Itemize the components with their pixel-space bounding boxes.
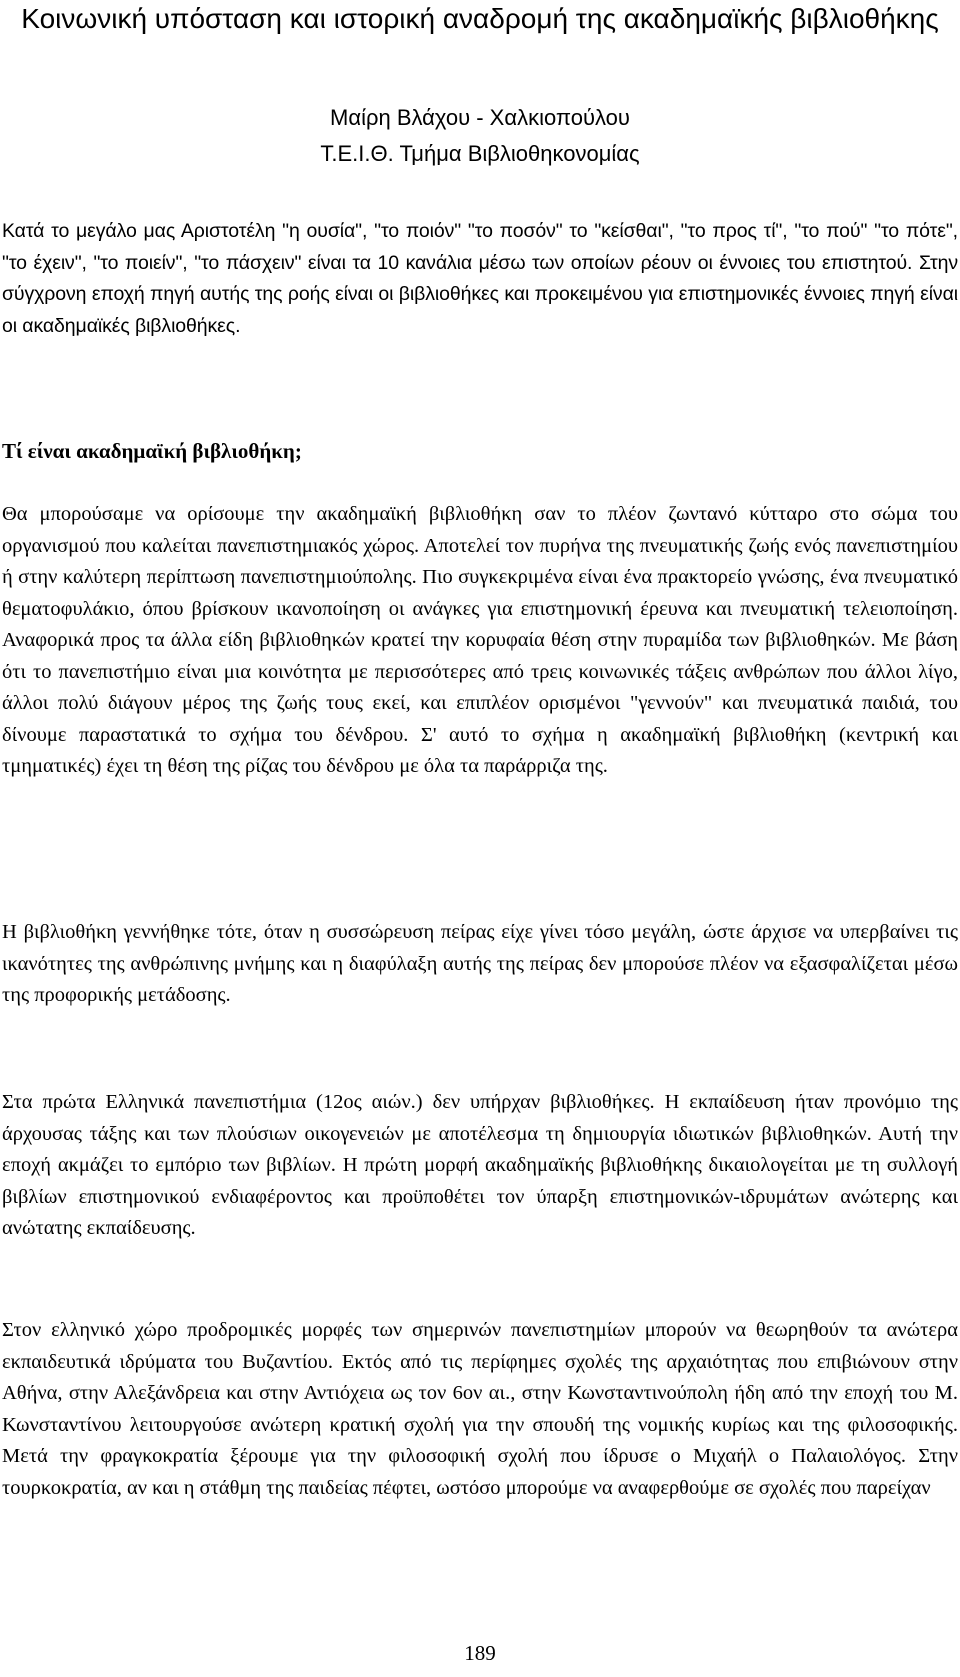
body-paragraph-2: Η βιβλιοθήκη γεννήθηκε τότε, όταν η συσσώρευση πείρας είχε γίνει τόσο μεγάλη, ώστε άρχισε να υπερβαίνει τις ικανότητες της ανθρώπινης μνήμης και η διαφύλαξη αυτής της πείρας δεν μπορούσε πλέον να εξασφαλίζεται μέσω της προφορικής μετάδοσης. <box>2 921 958 1006</box>
body-paragraph-1: Θα μπορούσαμε να ορίσουμε την ακαδημαϊκή βιβλιοθήκη σαν το πλέον ζωντανό κύτταρο στο σώμα του οργανισμού που καλείται πανεπιστημιακός χώρος. Αποτελεί τον πυρήνα της πνευματικής ζωής ενός πανεπιστημίου ή στην καλύτερη περίπτωση πανεπιστημιούπολης. Πιο συγκεκριμένα είναι ένα πρακτορείο γνώσης, ένα πνευματικό θεματοφυλάκιο, όπου βρίσκουν ικανοποίηση οι ανάγκες για επιστημονική έρευνα και πνευματική τελειοποίηση. Αναφορικά προς τα άλλα είδη βιβλιοθηκών κρατεί την κορυφαία θέση στην πυραμίδα των βιβλιοθηκών. Με βάση ότι το πανεπιστήμιο είναι μια κοινότητα με περισσότερες από τρεις κοινωνικές τάξεις ανθρώπων που άλλοι λίγο, άλλοι πολύ διάγουν μέρος της ζωής τους εκεί, και επιπλέον ορισμένοι "γεννούν" και πνευματικά παιδιά, του δίνουμε παραστατικά το σχήμα του δένδρου. Σ' αυτό το σχήμα η ακαδημαϊκή βιβλιοθήκη (κεντρική και τμηματικές) έχει τη θέση της ρίζας του δένδρου με όλα τα παράρριζα της. <box>2 503 958 777</box>
author-block <box>0 100 960 172</box>
body-paragraph-4: Στον ελληνικό χώρο προδρομικές μορφές των σημερινών πανεπιστημίων μπορούν να θεωρηθούν τα ανώτερα εκπαιδευτικά ιδρύματα του Βυζαντίου. Εκτός από τις περίφημες σχολές της αρχαιότητας που επιβιώνουν στην Αθήνα, στην Αλεξάνδρεια και στην Αντιόχεια ως τον 6ον αι., στην Κωνσταντινούπολη ήδη από την εποχή του Μ. Κωνσταντίνου λειτουργούσε ανώτερη κρατική σχολή για την σπουδή της νομικής κυρίως και της φιλοσοφικής. Μετά την φραγκοκρατία ξέρουμε για την φιλοσοφική σχολή που ίδρυσε ο Μιχαήλ ο Παλαιολόγος. Στην τουρκοκρατία, αν και η στάθμη της παιδείας πέφτει, ωστόσο μπορούμε να αναφερθούμε σε σχολές που παρείχαν <box>2 1319 958 1499</box>
document-title: Κοινωνική υπόσταση και ιστορική αναδρομή της ακαδημαϊκής βιβλιοθήκης <box>21 3 939 34</box>
author-name: Μαίρη Βλάχου - Χαλκιοπούλου <box>330 105 630 130</box>
intro-paragraph: Κατά το μεγάλο μας Αριστοτέλη "η ουσία", "το ποιόν" "το ποσόν" το "κείσθαι", "το προς τί", "το πού" "το πότε", "το έχειν", "το ποιείν", "το πάσχειν" είναι τα 10 κανάλια μέσω των οποίων ρέουν οι έννοιες του επιστητού. Στην σύγχρονη εποχή πηγή αυτής της ροής είναι οι βιβλιοθήκες και προκειμένου για επιστημονικές έννοιες πηγή είναι οι ακαδημαϊκές βιβλιοθήκες. <box>2 220 958 337</box>
author-affiliation: Τ.Ε.Ι.Θ. Τμήμα Βιβλιοθηκονομίας <box>320 141 640 166</box>
page-number: 189 <box>464 1641 496 1665</box>
body-paragraph-3: Στα πρώτα Ελληνικά πανεπιστήμια (12ος αιών.) δεν υπήρχαν βιβλιοθήκες. Η εκπαίδευση ήταν προνόμιο της άρχουσας τάξης και των πλούσιων οικογενειών με αποτέλεσμα τη δημιουργία ιδιωτικών βιβλιοθηκών. Αυτή την εποχή ακμάζει το εμπόριο των βιβλίων. Η πρώτη μορφή ακαδημαϊκής βιβλιοθήκης δικαιολογείται με τη συλλογή βιβλίων επιστημονικού ενδιαφέροντος και προϋποθέτει τον ύπαρξη επιστημονικών-ιδρυμάτων ανώτερης και ανώτατης εκπαίδευσης. <box>2 1091 958 1239</box>
section-heading: Τί είναι ακαδημαϊκή βιβλιοθήκη; <box>2 439 302 463</box>
